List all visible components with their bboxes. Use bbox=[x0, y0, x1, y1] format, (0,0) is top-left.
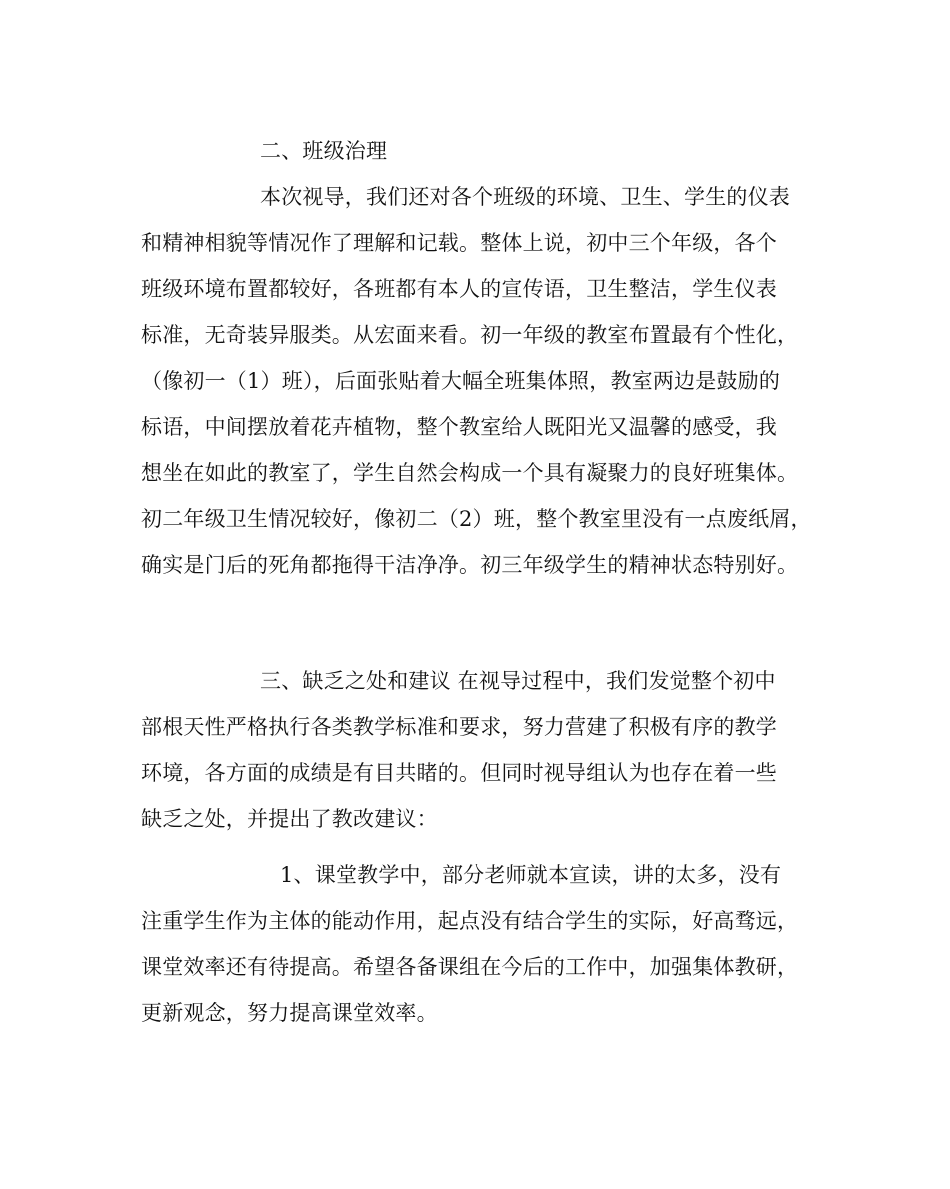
section-heading-shortcomings: 三、缺乏之处和建议 在视导过程中，我们发觉整个初中 bbox=[260, 669, 776, 693]
paragraph-line: 部根天性严格执行各类教学标准和要求，努力营建了积极有序的教学 bbox=[141, 715, 777, 739]
section-heading-class-management: 二、班级治理 bbox=[260, 139, 388, 163]
paragraph-line: 标语，中间摆放着花卉植物，整个教室给人既阳光又温馨的感受，我 bbox=[141, 415, 777, 439]
paragraph-line: （像初一（1）班），后面张贴着大幅全班集体照，教室两边是鼓励的 bbox=[141, 369, 781, 393]
paragraph-line: 确实是门后的死角都拖得干洁净净。初三年级学生的精神状态特别好。 bbox=[141, 553, 799, 577]
paragraph-line: 课堂效率还有待提高。希望各备课组在今后的工作中，加强集体教研， bbox=[141, 955, 799, 979]
paragraph-line: 更新观念，努力提高课堂效率。 bbox=[141, 1001, 438, 1025]
paragraph-line: 和精神相貌等情况作了理解和记载。整体上说，初中三个年级，各个 bbox=[141, 231, 777, 255]
paragraph-line: 缺乏之处，并提出了教改建议： bbox=[141, 807, 438, 831]
paragraph-line: 标准，无奇装异服类。从宏面来看。初一年级的教室布置最有个性化， bbox=[141, 323, 799, 347]
paragraph-line: 初二年级卫生情况较好，像初二（2）班，整个教室里没有一点废纸屑， bbox=[141, 507, 812, 531]
list-item-1-line: 1、课堂教学中，部分老师就本宣读，讲的太多，没有 bbox=[280, 863, 782, 887]
paragraph-line: 本次视导，我们还对各个班级的环境、卫生、学生的仪表 bbox=[260, 185, 790, 209]
paragraph-line: 想坐在如此的教室了，学生自然会构成一个具有凝聚力的良好班集体。 bbox=[141, 461, 799, 485]
paragraph-line: 环境，各方面的成绩是有目共睹的。但同时视导组认为也存在着一些 bbox=[141, 761, 777, 785]
paragraph-line: 班级环境布置都较好，各班都有本人的宣传语，卫生整洁，学生仪表 bbox=[141, 277, 777, 301]
paragraph-line: 注重学生作为主体的能动作用，起点没有结合学生的实际，好高骛远， bbox=[141, 909, 799, 933]
